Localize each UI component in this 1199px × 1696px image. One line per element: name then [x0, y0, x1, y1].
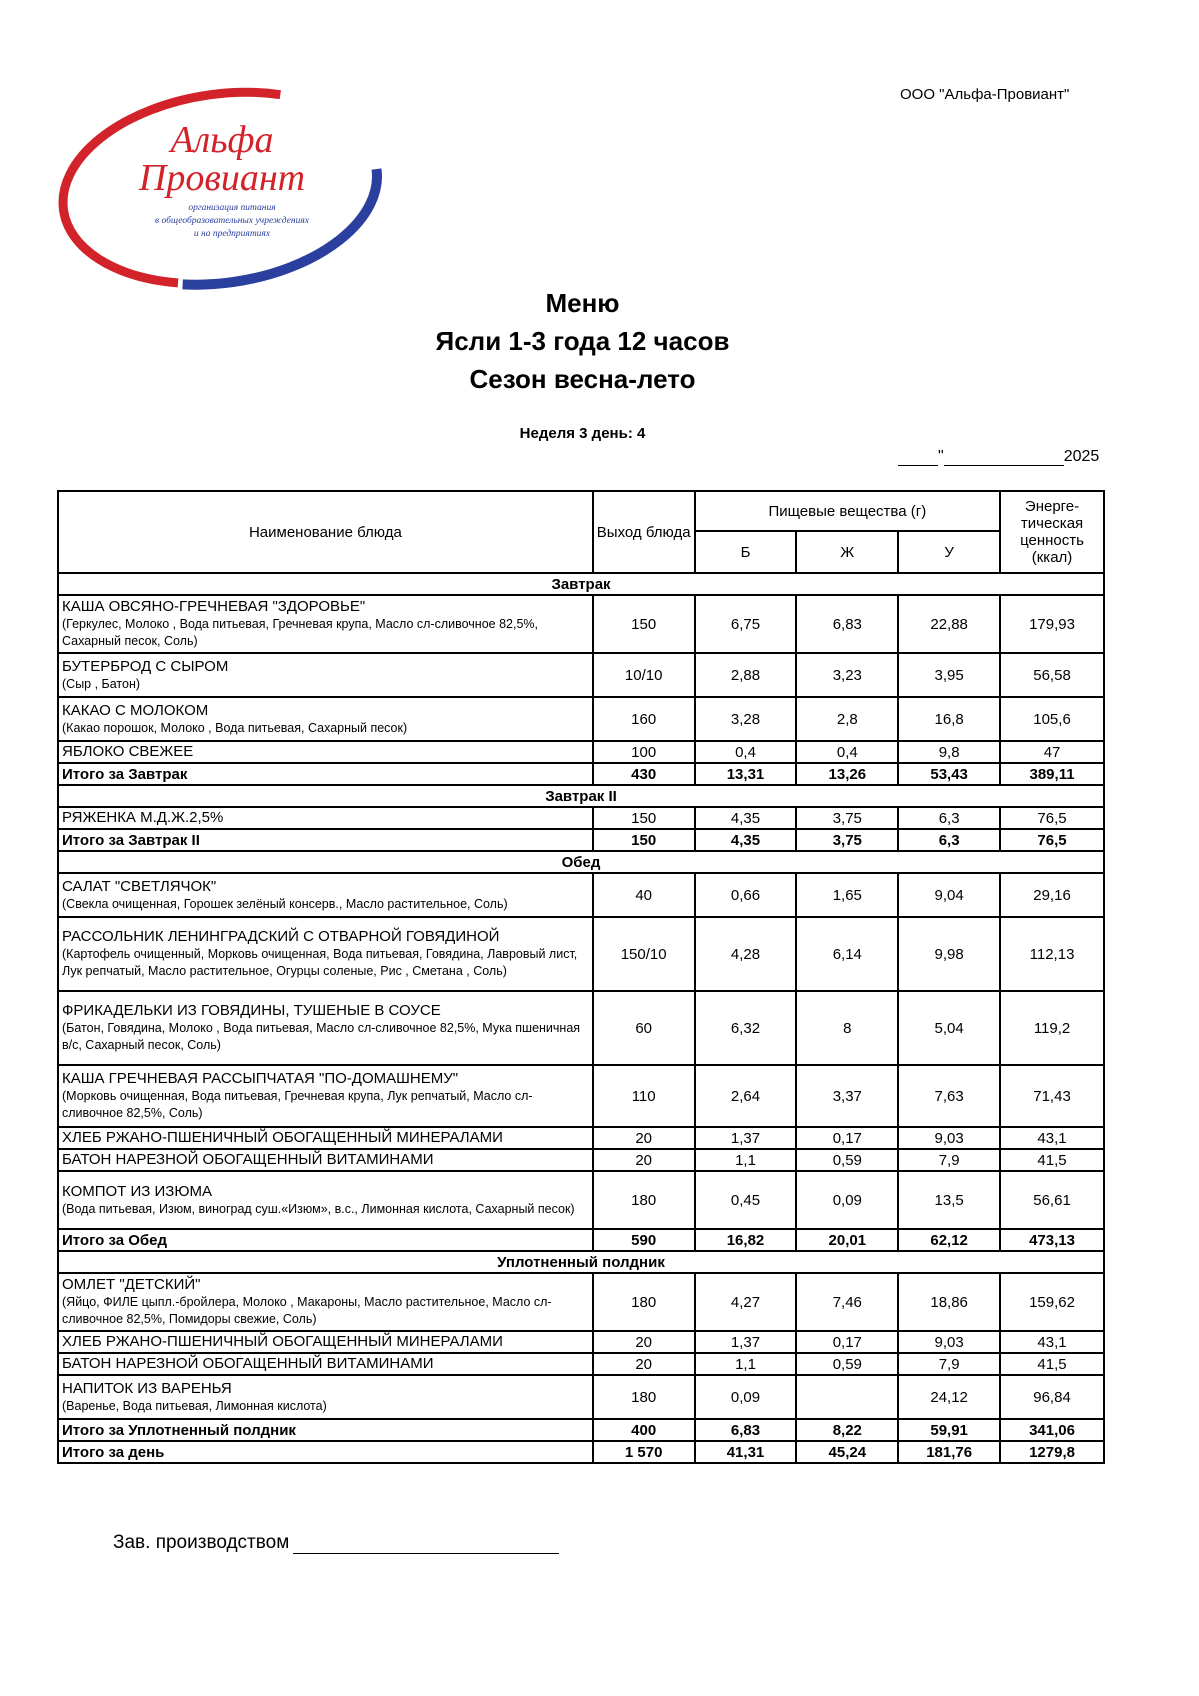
col-u: У [898, 531, 1000, 573]
value-b: 6,75 [695, 595, 797, 653]
value-zh: 8 [796, 991, 898, 1065]
value-out: 150 [593, 595, 695, 653]
value-out: 150/10 [593, 917, 695, 991]
value-kcal: 41,5 [1000, 1353, 1104, 1375]
dish-name: ХЛЕБ РЖАНО-ПШЕНИЧНЫЙ ОБОГАЩЕННЫЙ МИНЕРАЛАМИ [62, 1333, 503, 1350]
total-u: 62,12 [898, 1229, 1000, 1251]
date-quote: " [938, 448, 944, 465]
value-zh: 0,09 [796, 1171, 898, 1229]
value-u: 9,04 [898, 873, 1000, 917]
day-total-out: 1 570 [593, 1441, 695, 1463]
table-row [58, 873, 1104, 917]
value-b: 1,1 [695, 1149, 797, 1171]
dish-name: САЛАТ "СВЕТЛЯЧОК" [62, 877, 217, 895]
value-zh: 0,59 [796, 1353, 898, 1375]
dish-name: РЯЖЕНКА М.Д.Ж.2,5% [62, 809, 224, 826]
section-title: Завтрак II [58, 785, 1104, 807]
value-zh: 0,17 [796, 1127, 898, 1149]
value-kcal: 29,16 [1000, 873, 1104, 917]
value-u: 22,88 [898, 595, 1000, 653]
dish-ingredients: (Свекла очищенная, Горошек зелёный консерв., Масло растительное, Соль) [62, 896, 508, 911]
section-total-row [58, 829, 1104, 851]
dish-ingredients: (Батон, Говядина, Молоко , Вода питьевая, Масло сл-сливочное 82,5%, Мука пшеничная в/с, Сахарный песок, Соль) [62, 1021, 581, 1052]
logo-sub3: и на предприятиях [193, 229, 271, 239]
dish-cell [58, 1273, 593, 1331]
table-row [58, 1149, 1104, 1171]
total-label: Итого за Завтрак II [58, 829, 593, 851]
value-kcal: 159,62 [1000, 1273, 1104, 1331]
section-total-row [58, 1229, 1104, 1251]
value-b: 4,35 [695, 807, 797, 829]
value-zh: 0,17 [796, 1331, 898, 1353]
value-zh: 3,37 [796, 1065, 898, 1127]
value-u: 9,03 [898, 1127, 1000, 1149]
col-zh: Ж [796, 531, 898, 573]
title-group: Ясли 1-3 года 12 часов [435, 326, 730, 356]
col-nutrients: Пищевые вещества (г) [695, 491, 1000, 531]
value-kcal: 43,1 [1000, 1331, 1104, 1353]
table-row [58, 653, 1104, 697]
value-u: 9,03 [898, 1331, 1000, 1353]
table-row [58, 741, 1104, 763]
dish-name: ФРИКАДЕЛЬКИ ИЗ ГОВЯДИНЫ, ТУШЕНЫЕ В СОУСЕ [62, 1002, 441, 1019]
section-total-row [58, 763, 1104, 785]
table-row [58, 1065, 1104, 1127]
value-out: 150 [593, 807, 695, 829]
company-logo [54, 86, 388, 291]
total-out: 430 [593, 763, 695, 785]
value-out: 20 [593, 1331, 695, 1353]
company-name: ООО "Альфа-Провиант" [900, 86, 1070, 103]
day-total-u: 181,76 [898, 1441, 1000, 1463]
dish-cell [58, 1375, 593, 1419]
dish-cell [58, 1149, 593, 1171]
section-header [58, 573, 1104, 595]
signature-label: Зав. производством [113, 1532, 290, 1553]
section-total-row [58, 1419, 1104, 1441]
value-kcal: 43,1 [1000, 1127, 1104, 1149]
signature-line [113, 1532, 559, 1554]
dish-cell [58, 697, 593, 741]
dish-ingredients: (Какао порошок, Молоко , Вода питьевая, Сахарный песок) [62, 720, 408, 735]
date-line [898, 448, 1099, 466]
value-out: 100 [593, 741, 695, 763]
table-row [58, 1273, 1104, 1331]
day-total-b: 41,31 [695, 1441, 797, 1463]
value-kcal: 76,5 [1000, 807, 1104, 829]
value-u: 5,04 [898, 991, 1000, 1065]
dish-ingredients: (Геркулес, Молоко , Вода питьевая, Гречневая крупа, Масло сл-сливочное 82,5%, Сахарный песок, Соль) [62, 617, 539, 648]
value-zh [796, 1375, 898, 1419]
dish-name: ХЛЕБ РЖАНО-ПШЕНИЧНЫЙ ОБОГАЩЕННЫЙ МИНЕРАЛАМИ [62, 1129, 503, 1146]
dish-cell [58, 873, 593, 917]
dish-ingredients: (Сыр , Батон) [62, 676, 141, 691]
logo-line2: Провиант [138, 157, 306, 199]
dish-name: БАТОН НАРЕЗНОЙ ОБОГАЩЕННЫЙ ВИТАМИНАМИ [62, 1151, 434, 1168]
dish-cell [58, 1353, 593, 1375]
dish-name: РАССОЛЬНИК ЛЕНИНГРАДСКИЙ С ОТВАРНОЙ ГОВЯДИНОЙ [62, 928, 500, 945]
value-u: 6,3 [898, 807, 1000, 829]
value-zh: 6,14 [796, 917, 898, 991]
total-kcal: 389,11 [1000, 763, 1104, 785]
table-row [58, 1127, 1104, 1149]
dish-cell [58, 807, 593, 829]
dish-name: КАША ОВСЯНО-ГРЕЧНЕВАЯ "ЗДОРОВЬЕ" [62, 598, 366, 615]
col-name: Наименование блюда [58, 491, 593, 573]
value-u: 9,98 [898, 917, 1000, 991]
logo-sub1: организация питания [188, 203, 276, 213]
value-u: 7,9 [898, 1353, 1000, 1375]
value-zh: 0,4 [796, 741, 898, 763]
total-out: 590 [593, 1229, 695, 1251]
section-header [58, 1251, 1104, 1273]
col-output: Выход блюда [593, 491, 695, 573]
table-row [58, 1331, 1104, 1353]
dish-cell [58, 741, 593, 763]
dish-name: КАКАО С МОЛОКОМ [62, 701, 209, 719]
table-row [58, 697, 1104, 741]
value-b: 1,37 [695, 1331, 797, 1353]
total-kcal: 76,5 [1000, 829, 1104, 851]
table-row [58, 917, 1104, 991]
day-total-row [58, 1441, 1104, 1463]
dish-cell [58, 595, 593, 653]
section-title: Обед [58, 851, 1104, 873]
value-b: 2,88 [695, 653, 797, 697]
value-zh: 2,8 [796, 697, 898, 741]
day-total-zh: 45,24 [796, 1441, 898, 1463]
total-b: 16,82 [695, 1229, 797, 1251]
value-kcal: 56,61 [1000, 1171, 1104, 1229]
value-b: 0,4 [695, 741, 797, 763]
dish-name: ЯБЛОКО СВЕЖЕЕ [62, 743, 194, 760]
title-season: Сезон весна-лето [469, 364, 696, 394]
value-b: 2,64 [695, 1065, 797, 1127]
table-row [58, 1375, 1104, 1419]
total-zh: 3,75 [796, 829, 898, 851]
value-kcal: 119,2 [1000, 991, 1104, 1065]
value-zh: 6,83 [796, 595, 898, 653]
total-label: Итого за Уплотненный полдник [58, 1419, 593, 1441]
dish-name: БАТОН НАРЕЗНОЙ ОБОГАЩЕННЫЙ ВИТАМИНАМИ [62, 1355, 434, 1372]
total-b: 6,83 [695, 1419, 797, 1441]
value-out: 110 [593, 1065, 695, 1127]
value-b: 0,66 [695, 873, 797, 917]
dish-cell [58, 1331, 593, 1353]
value-kcal: 56,58 [1000, 653, 1104, 697]
value-kcal: 112,13 [1000, 917, 1104, 991]
value-kcal: 179,93 [1000, 595, 1104, 653]
value-b: 4,28 [695, 917, 797, 991]
logo-line1: Альфа [170, 119, 274, 161]
value-out: 40 [593, 873, 695, 917]
total-b: 4,35 [695, 829, 797, 851]
value-out: 180 [593, 1171, 695, 1229]
value-out: 180 [593, 1375, 695, 1419]
value-u: 24,12 [898, 1375, 1000, 1419]
value-u: 7,63 [898, 1065, 1000, 1127]
value-b: 0,45 [695, 1171, 797, 1229]
value-b: 3,28 [695, 697, 797, 741]
value-zh: 1,65 [796, 873, 898, 917]
dish-cell [58, 1127, 593, 1149]
value-u: 3,95 [898, 653, 1000, 697]
value-out: 180 [593, 1273, 695, 1331]
dish-name: КОМПОТ ИЗ ИЗЮМА [62, 1182, 213, 1200]
col-energy: Энерге-тическая ценность (ккал) [1000, 491, 1104, 573]
date-year: 2025 [1063, 448, 1100, 465]
value-zh: 7,46 [796, 1273, 898, 1331]
table-row [58, 807, 1104, 829]
section-title: Завтрак [58, 573, 1104, 595]
value-out: 20 [593, 1353, 695, 1375]
total-label: Итого за Завтрак [58, 763, 593, 785]
value-kcal: 105,6 [1000, 697, 1104, 741]
day-total-kcal: 1279,8 [1000, 1441, 1104, 1463]
total-out: 150 [593, 829, 695, 851]
total-zh: 13,26 [796, 763, 898, 785]
table-row [58, 595, 1104, 653]
logo-sub2: в общеобразовательных учреждениях [154, 216, 310, 226]
dish-cell [58, 653, 593, 697]
dish-ingredients: (Яйцо, ФИЛЕ цыпл.-бройлера, Молоко , Макароны, Масло растительное, Масло сл-сливочное 82,5%, Помидоры свежие, Соль) [62, 1295, 552, 1326]
total-label: Итого за Обед [58, 1229, 593, 1251]
value-u: 7,9 [898, 1149, 1000, 1171]
value-out: 160 [593, 697, 695, 741]
value-out: 60 [593, 991, 695, 1065]
value-u: 9,8 [898, 741, 1000, 763]
value-b: 4,27 [695, 1273, 797, 1331]
dish-name: ОМЛЕТ "ДЕТСКИЙ" [62, 1276, 201, 1293]
total-kcal: 341,06 [1000, 1419, 1104, 1441]
dish-ingredients: (Вода питьевая, Изюм, виноград суш.«Изюм», в.с., Лимонная кислота, Сахарный песок) [62, 1201, 575, 1216]
table-row [58, 1171, 1104, 1229]
total-u: 6,3 [898, 829, 1000, 851]
value-out: 10/10 [593, 653, 695, 697]
section-title: Уплотненный полдник [58, 1251, 1104, 1273]
dish-cell [58, 1065, 593, 1127]
table-row [58, 991, 1104, 1065]
total-kcal: 473,13 [1000, 1229, 1104, 1251]
total-zh: 20,01 [796, 1229, 898, 1251]
dish-name: НАПИТОК ИЗ ВАРЕНЬЯ [62, 1379, 232, 1397]
value-out: 20 [593, 1127, 695, 1149]
dish-name: КАША ГРЕЧНЕВАЯ РАССЫПЧАТАЯ "ПО-ДОМАШНЕМУ" [62, 1070, 459, 1087]
total-u: 53,43 [898, 763, 1000, 785]
section-header [58, 785, 1104, 807]
dish-name: БУТЕРБРОД С СЫРОМ [62, 657, 229, 675]
value-u: 13,5 [898, 1171, 1000, 1229]
total-zh: 8,22 [796, 1419, 898, 1441]
value-kcal: 71,43 [1000, 1065, 1104, 1127]
day-total-label: Итого за день [58, 1441, 593, 1463]
value-b: 1,1 [695, 1353, 797, 1375]
dish-ingredients: (Морковь очищенная, Вода питьевая, Гречневая крупа, Лук репчатый, Масло сл-сливочное 82,5%, Соль) [62, 1089, 533, 1120]
col-b: Б [695, 531, 797, 573]
value-u: 18,86 [898, 1273, 1000, 1331]
table-row [58, 1353, 1104, 1375]
value-out: 20 [593, 1149, 695, 1171]
dish-cell [58, 917, 593, 991]
value-b: 1,37 [695, 1127, 797, 1149]
value-zh: 3,23 [796, 653, 898, 697]
value-zh: 0,59 [796, 1149, 898, 1171]
dish-cell [58, 991, 593, 1065]
value-zh: 3,75 [796, 807, 898, 829]
dish-cell [58, 1171, 593, 1229]
week-day: Неделя 3 день: 4 [519, 425, 646, 442]
value-kcal: 96,84 [1000, 1375, 1104, 1419]
title-menu: Меню [545, 288, 620, 318]
menu-table [57, 490, 1105, 1464]
menu-body [58, 573, 1104, 1463]
value-b: 6,32 [695, 991, 797, 1065]
dish-ingredients: (Картофель очищенный, Морковь очищенная, Вода питьевая, Говядина, Лавровый лист, Лук репчатый, Масло растительное, Огурцы соленые, Рис , Сметана , Соль) [62, 947, 578, 978]
dish-ingredients: (Варенье, Вода питьевая, Лимонная кислота) [62, 1398, 327, 1413]
section-header [58, 851, 1104, 873]
total-b: 13,31 [695, 763, 797, 785]
value-u: 16,8 [898, 697, 1000, 741]
total-out: 400 [593, 1419, 695, 1441]
value-b: 0,09 [695, 1375, 797, 1419]
value-kcal: 47 [1000, 741, 1104, 763]
value-kcal: 41,5 [1000, 1149, 1104, 1171]
total-u: 59,91 [898, 1419, 1000, 1441]
